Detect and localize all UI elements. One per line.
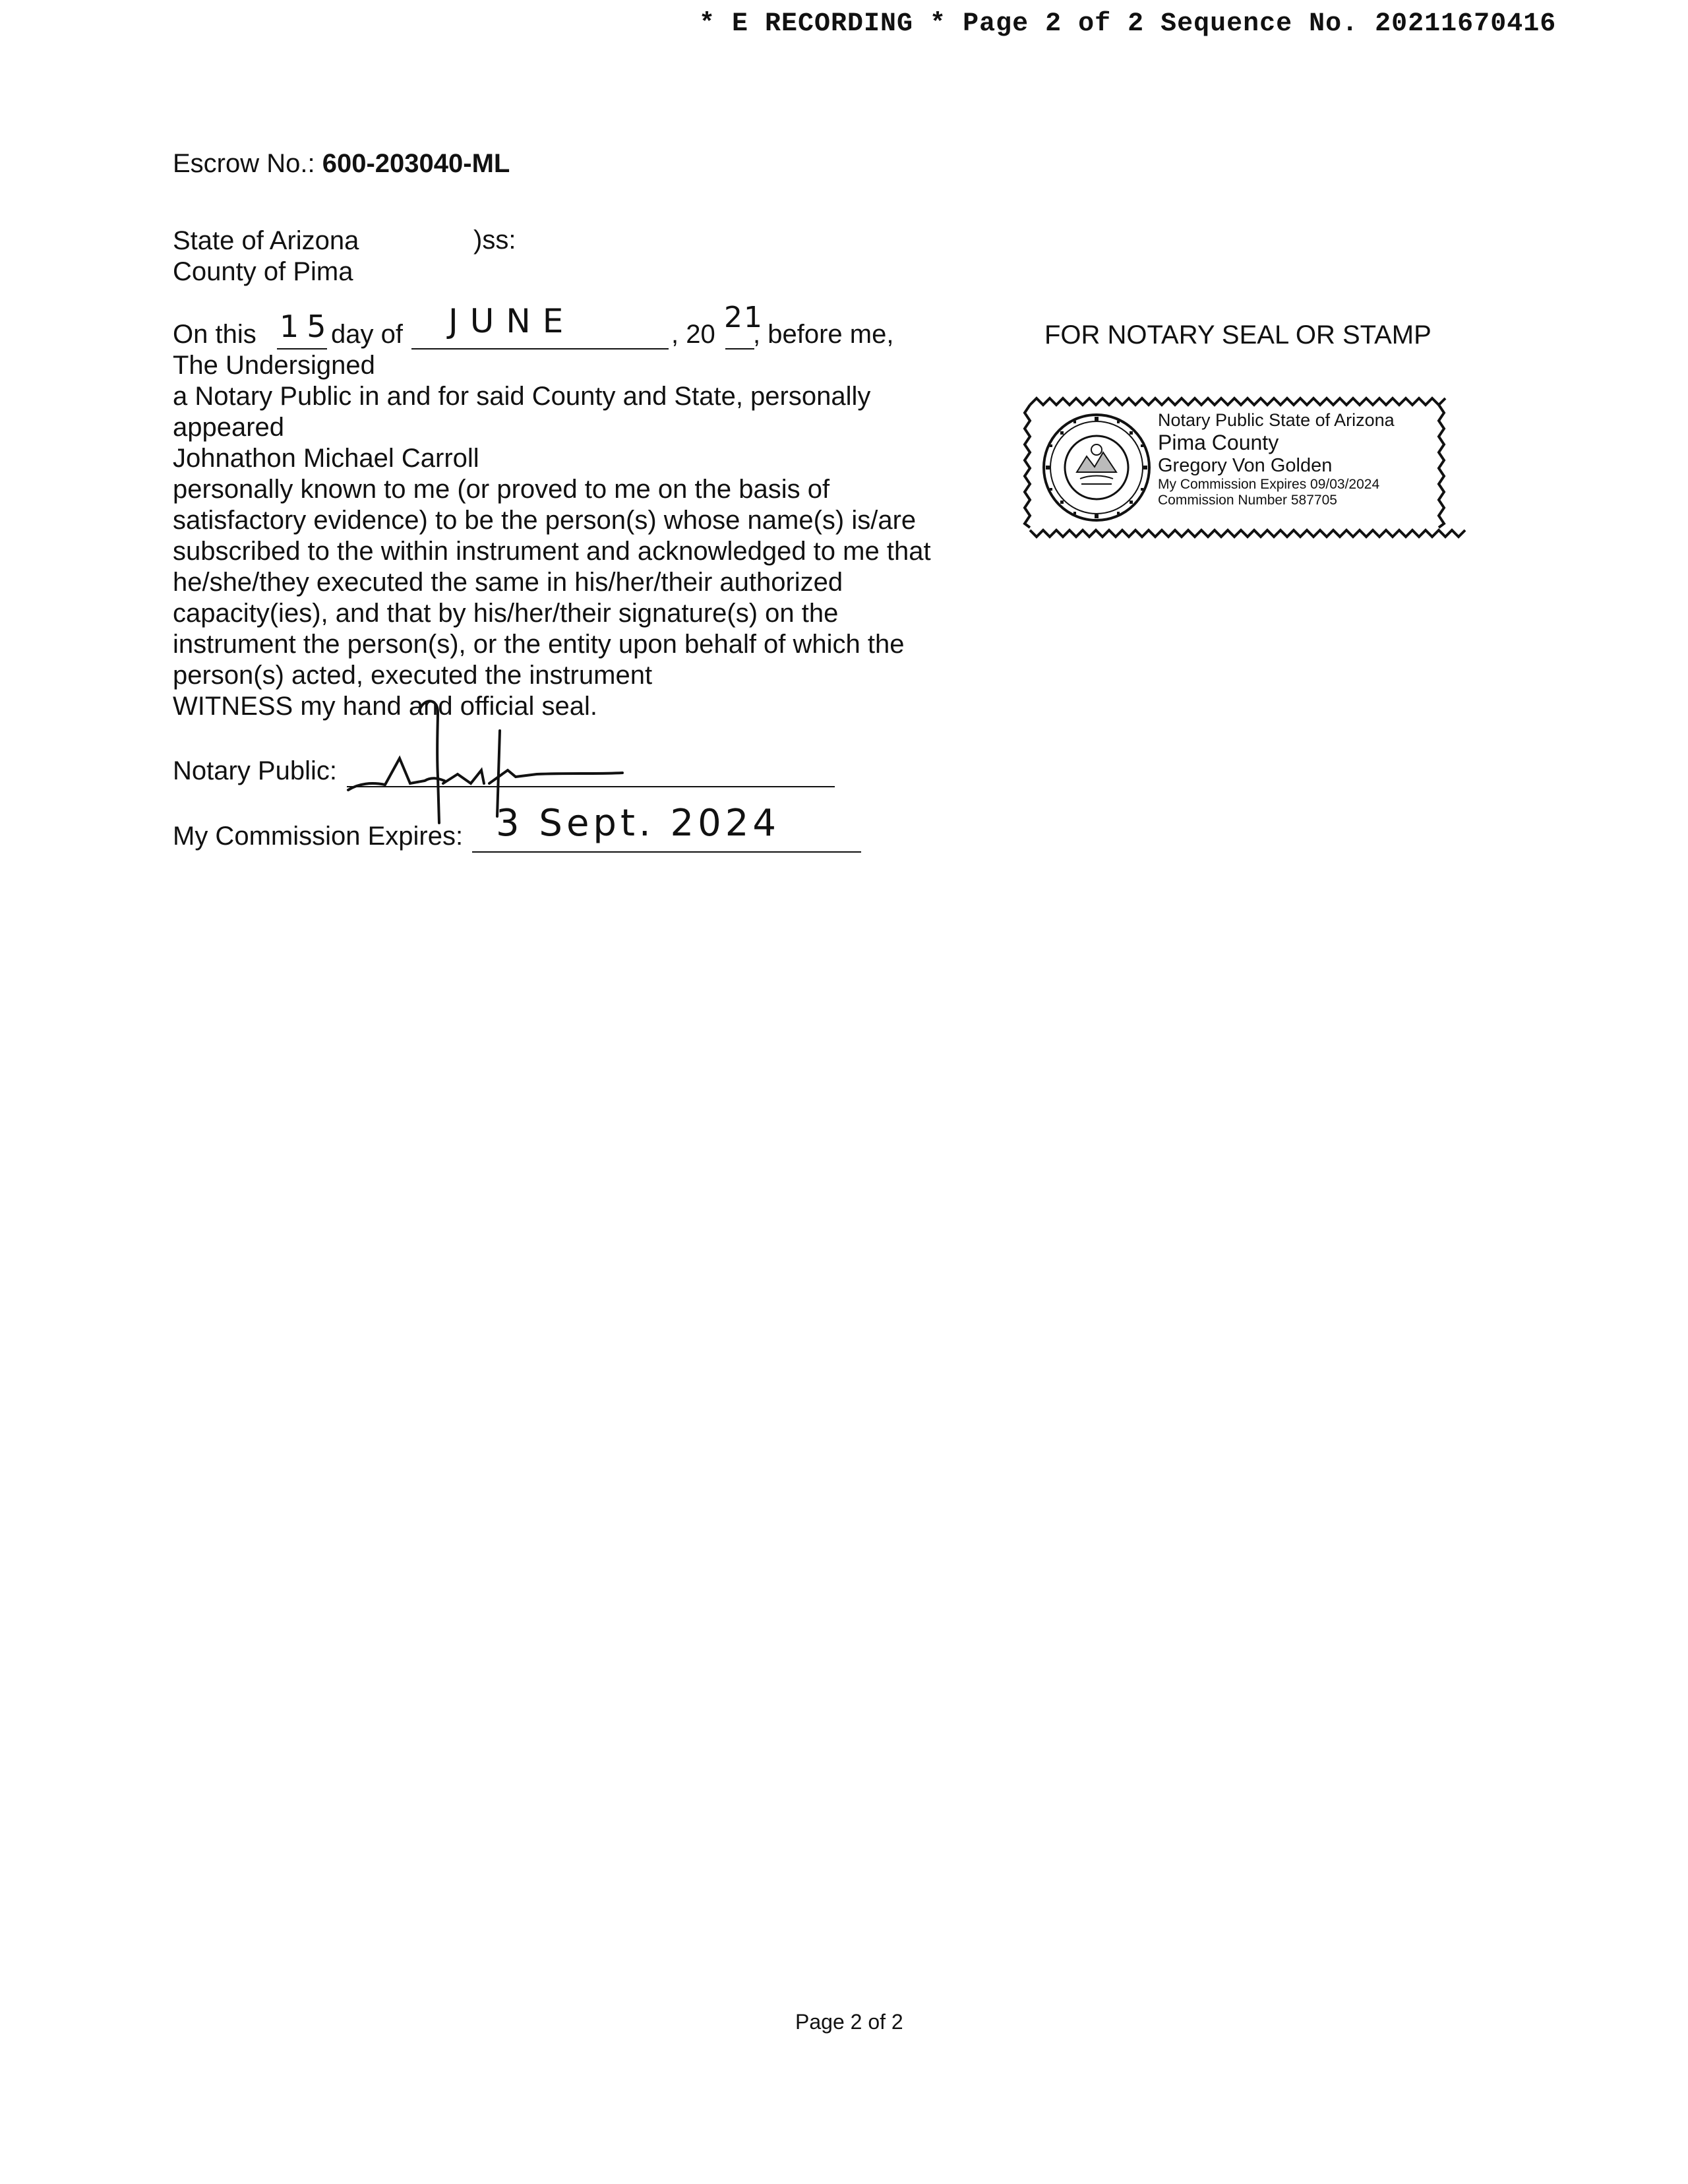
acknowledgment-paragraph (173, 350, 964, 722)
stamp-commission-expires: My Commission Expires 09/03/2024 (1158, 477, 1380, 493)
stamp-county: Pima County (1158, 431, 1279, 455)
ack-line: appeared (173, 413, 285, 442)
month-handwritten: JUNE (448, 302, 576, 340)
before-me-label: , before me, (753, 320, 894, 349)
notary-signature (346, 684, 688, 816)
notary-public-label: Notary Public: (173, 756, 337, 785)
ack-line: personally known to me (or proved to me on the basis of (173, 475, 830, 504)
ack-line: person(s) acted, executed the instrument (173, 661, 653, 690)
ack-line: capacity(ies), and that by his/her/their signature(s) on the (173, 599, 839, 628)
commission-expires-label: My Commission Expires: (173, 822, 464, 851)
witness-line: WITNESS my hand and official seal. (173, 692, 597, 721)
commission-expires-handwritten: 3 Sept. 2024 (496, 802, 781, 845)
stamp-notary-name: Gregory Von Golden (1158, 454, 1333, 476)
venue-county: County of Pima (173, 257, 353, 286)
ack-line: instrument the person(s), or the entity upon behalf of which the (173, 630, 905, 659)
day-of-label: day of (331, 320, 403, 349)
stamp-text-block (1158, 410, 1395, 508)
venue-ss: )ss: (473, 226, 516, 255)
year-underline (725, 348, 754, 349)
arizona-state-seal-emblem (1040, 411, 1153, 524)
escrow-label: Escrow No.: (173, 149, 315, 178)
escrow-number: 600-203040-ML (322, 149, 510, 178)
ack-line: a Notary Public in and for said County and State, personally (173, 382, 871, 411)
ack-line: The Undersigned (173, 351, 375, 380)
year-prefix: , 20 (671, 320, 715, 349)
ack-signer-name: Johnathon Michael Carroll (173, 444, 479, 473)
ack-line: satisfactory evidence) to be the person(s) whose name(s) is/are (173, 506, 917, 535)
commission-expires-line (173, 802, 898, 867)
page-number-footer: Page 2 of 2 (795, 2010, 903, 2034)
stamp-title: Notary Public State of Arizona (1158, 410, 1395, 430)
notary-signature-line (173, 756, 898, 802)
commission-underline (472, 851, 861, 853)
notary-seal-caption: FOR NOTARY SEAL OR STAMP (1044, 320, 1432, 349)
ack-line: he/she/they executed the same in his/her/their authorized (173, 568, 843, 597)
notary-stamp (1023, 394, 1445, 541)
ack-line: subscribed to the within instrument and acknowledged to me that (173, 537, 931, 566)
year-handwritten: 21 (724, 301, 764, 334)
venue-state: State of Arizona (173, 226, 359, 255)
day-underline (277, 348, 327, 349)
stamp-commission-number: Commission Number 587705 (1158, 493, 1337, 508)
on-this-label: On this (173, 320, 256, 349)
day-handwritten: 15 (280, 309, 334, 344)
month-underline (411, 348, 669, 349)
recording-header: * E RECORDING * Page 2 of 2 Sequence No. 20211670416 (699, 9, 1557, 39)
escrow-line (173, 149, 510, 179)
